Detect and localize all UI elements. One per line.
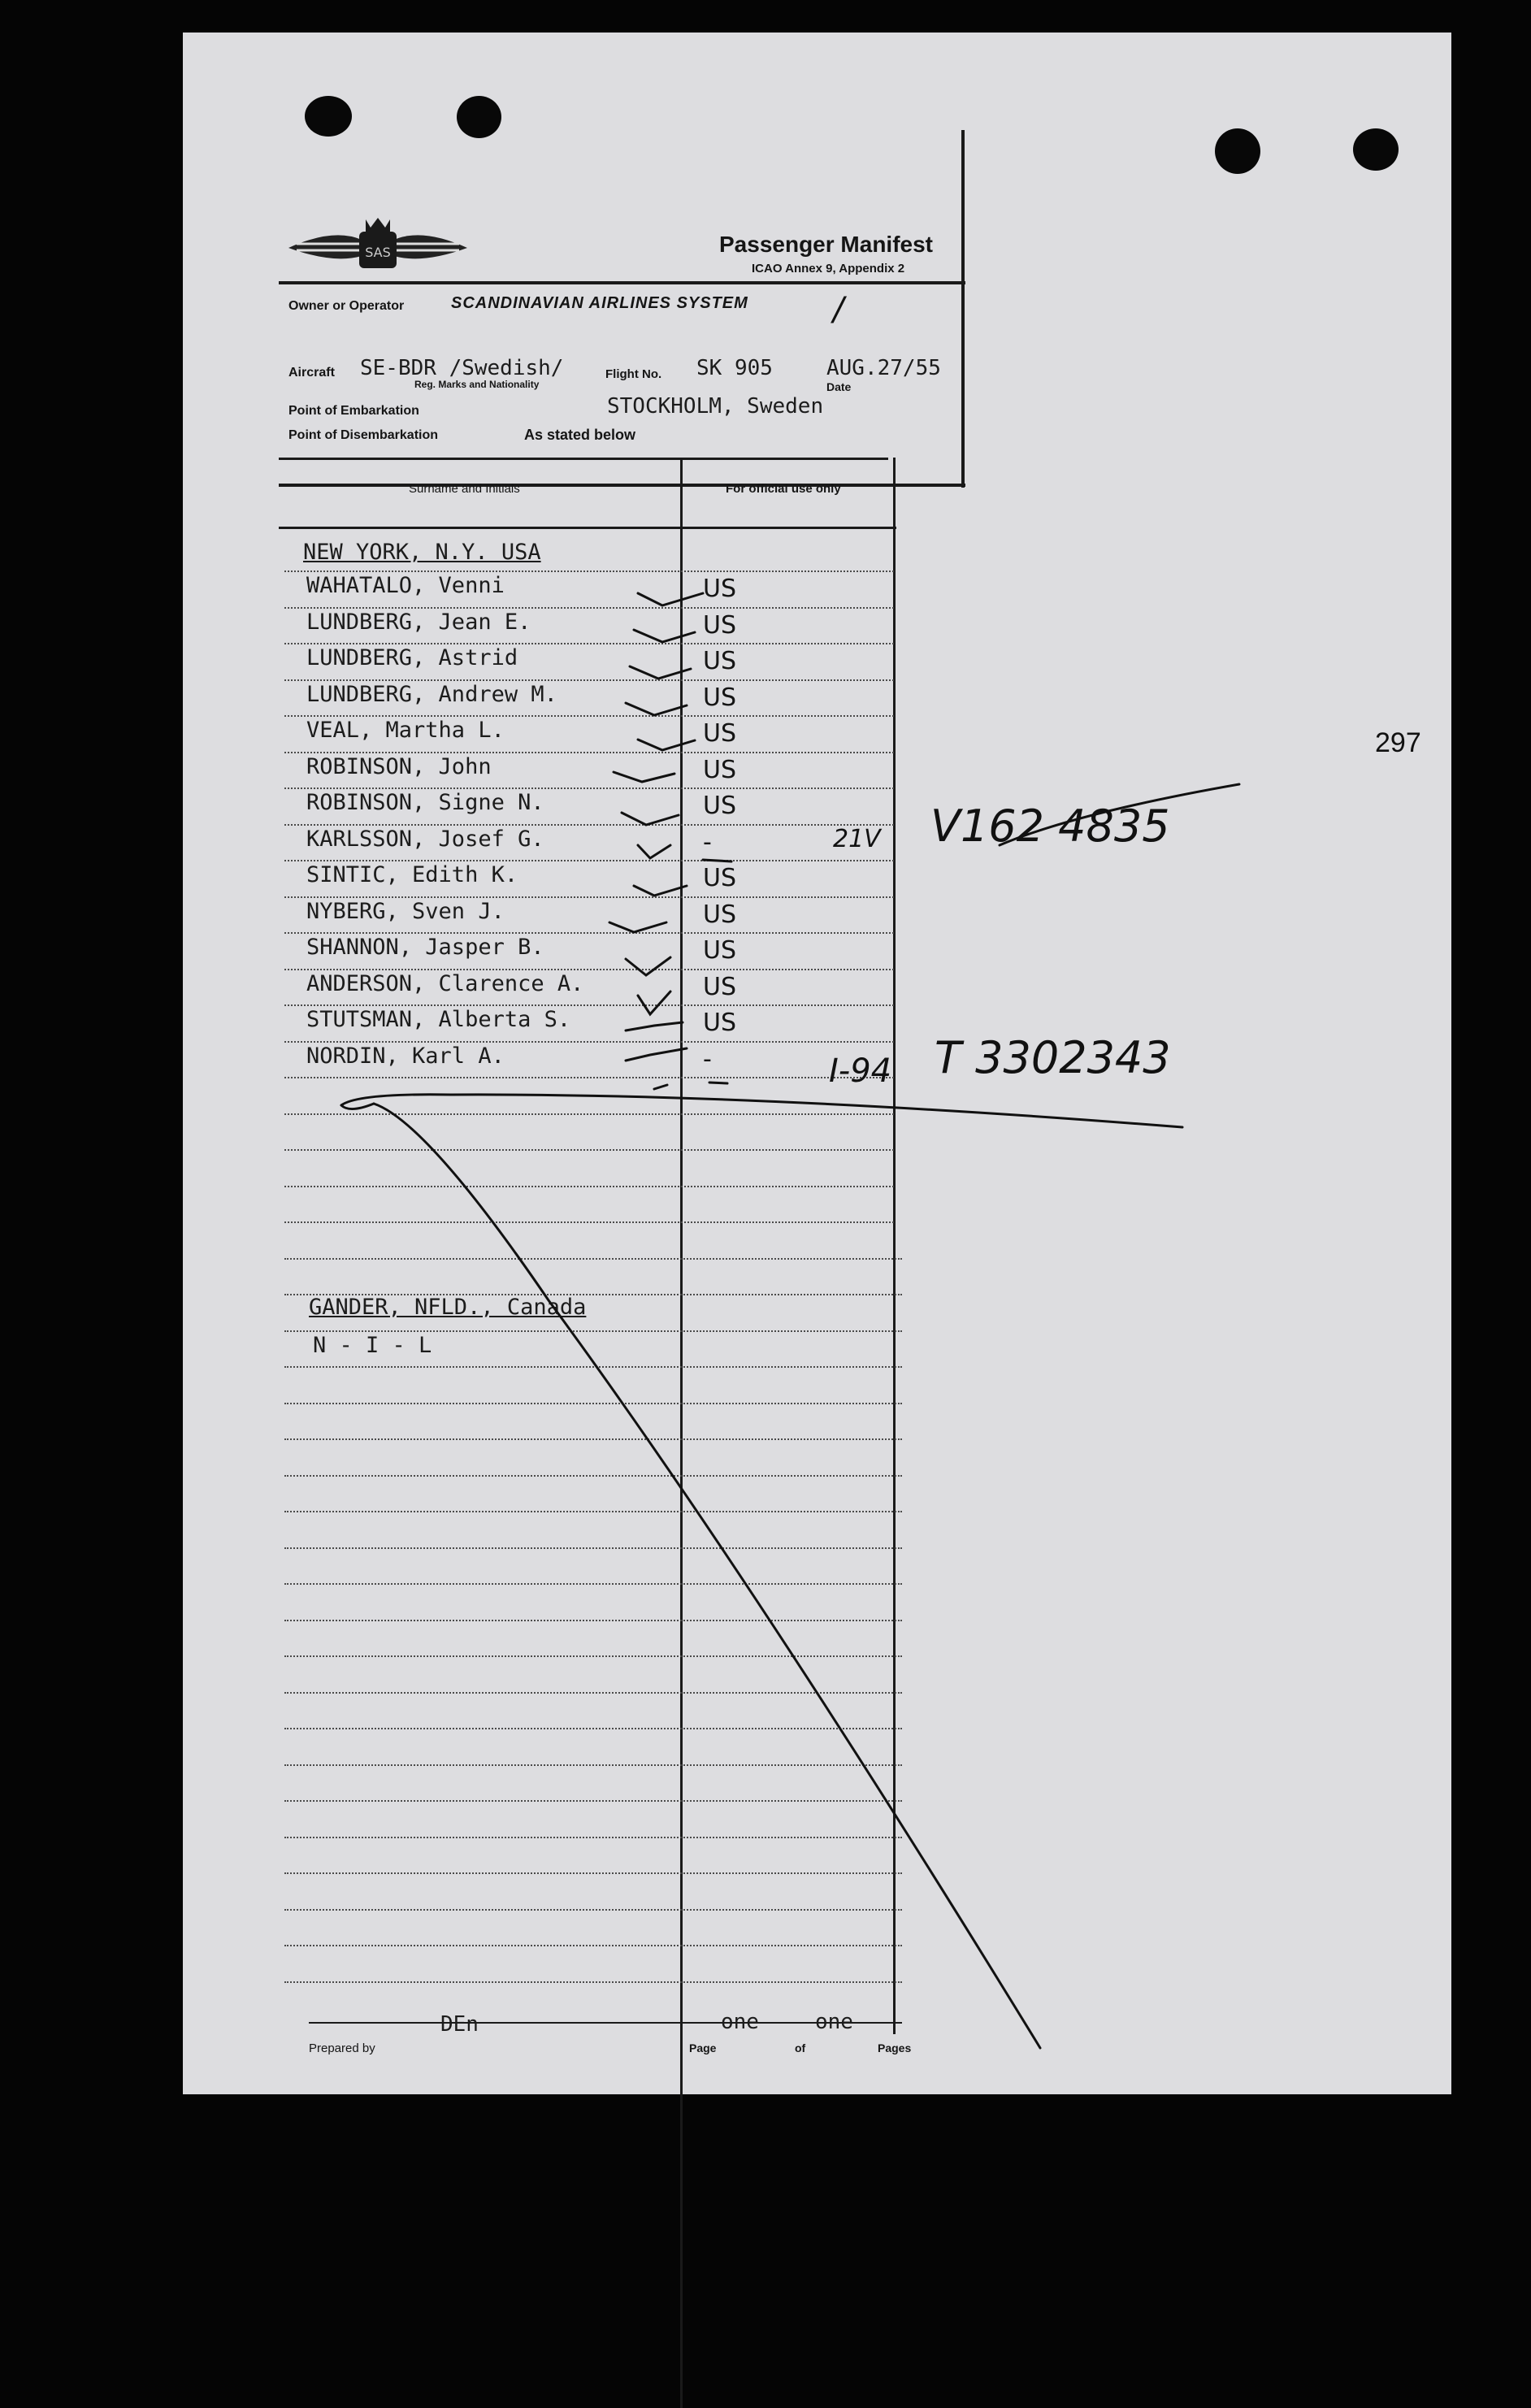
passenger-name: NYBERG, Sven J. <box>306 898 505 924</box>
karlsson-code: 21V <box>833 825 881 853</box>
official-mark: US <box>703 864 737 892</box>
nordin-code: I-94 <box>829 1052 892 1090</box>
official-mark: US <box>703 900 737 929</box>
disembark-value: As stated below <box>524 427 636 443</box>
destination-new-york: NEW YORK, N.Y. USA <box>303 540 541 565</box>
embark-label: Point of Embarkation <box>288 404 419 418</box>
passenger-name: ANDERSON, Clarence A. <box>306 970 584 996</box>
passenger-name: ROBINSON, John <box>306 753 492 779</box>
flight-value: SK 905 <box>696 356 773 380</box>
official-mark: - <box>703 1044 712 1074</box>
official-mark: US <box>703 610 737 640</box>
passenger-name: KARLSSON, Josef G. <box>306 826 544 852</box>
page-value: one <box>721 2010 759 2034</box>
passenger-name: STUTSMAN, Alberta S. <box>306 1007 571 1032</box>
manifest-sheet <box>183 33 1451 2094</box>
disembark-label: Point of Disembarkation <box>288 428 439 442</box>
form-title: Passenger Manifest <box>719 232 933 257</box>
gander-value: N - I - L <box>313 1333 432 1358</box>
pages-label: Pages <box>878 2041 912 2054</box>
reg-marks-label: Reg. Marks and Nationality <box>414 379 540 390</box>
owner-label: Owner or Operator <box>288 299 405 313</box>
page-label: Page <box>689 2041 717 2054</box>
official-mark: US <box>703 1009 737 1037</box>
passenger-name: SHANNON, Jasper B. <box>306 935 544 960</box>
owner-value: SCANDINAVIAN AIRLINES SYSTEM <box>451 294 748 312</box>
official-mark: US <box>703 936 737 965</box>
passenger-name: LUNDBERG, Jean E. <box>306 609 531 635</box>
passenger-name: WAHATALO, Venni <box>306 573 505 598</box>
official-mark: US <box>703 647 737 675</box>
official-mark: US <box>703 683 737 712</box>
passenger-name: NORDIN, Karl A. <box>306 1043 505 1069</box>
pages-value: one <box>815 2010 853 2034</box>
of-label: of <box>795 2041 806 2054</box>
official-mark: US <box>703 792 737 820</box>
official-mark: US <box>703 755 737 784</box>
column-header-names: Surname and Initials <box>409 482 520 496</box>
karlsson-number: V162 4835 <box>930 800 1170 852</box>
passenger-name: VEAL, Martha L. <box>306 718 505 743</box>
owner-check-mark: / <box>833 291 844 328</box>
passenger-name: LUNDBERG, Astrid <box>306 645 518 670</box>
handwritten-strokes <box>183 33 1451 2094</box>
passenger-name: SINTIC, Edith K. <box>306 862 518 887</box>
official-mark: US <box>703 719 737 748</box>
destination-gander: GANDER, NFLD., Canada <box>309 1295 587 1320</box>
date-value: AUG.27/55 <box>826 356 941 380</box>
official-mark: US <box>703 972 737 1001</box>
passenger-name: ROBINSON, Signe N. <box>306 790 544 815</box>
flight-label: Flight No. <box>605 367 662 381</box>
nordin-number: T 3302343 <box>935 1032 1171 1083</box>
aircraft-label: Aircraft <box>288 366 335 380</box>
date-label: Date <box>826 380 852 393</box>
embark-value: STOCKHOLM, Sweden <box>607 394 824 419</box>
page-number: 297 <box>1375 727 1421 758</box>
form-subtitle: ICAO Annex 9, Appendix 2 <box>752 262 905 276</box>
column-header-official: For official use only <box>726 482 841 496</box>
prepared-label: Prepared by <box>309 2041 375 2055</box>
official-mark: US <box>703 575 737 603</box>
passenger-name: LUNDBERG, Andrew M. <box>306 681 557 707</box>
prepared-value: DEn <box>440 2012 479 2037</box>
svg-text:SAS: SAS <box>365 245 391 260</box>
official-mark: - <box>703 827 712 857</box>
aircraft-value: SE-BDR /Swedish/ <box>360 356 564 380</box>
